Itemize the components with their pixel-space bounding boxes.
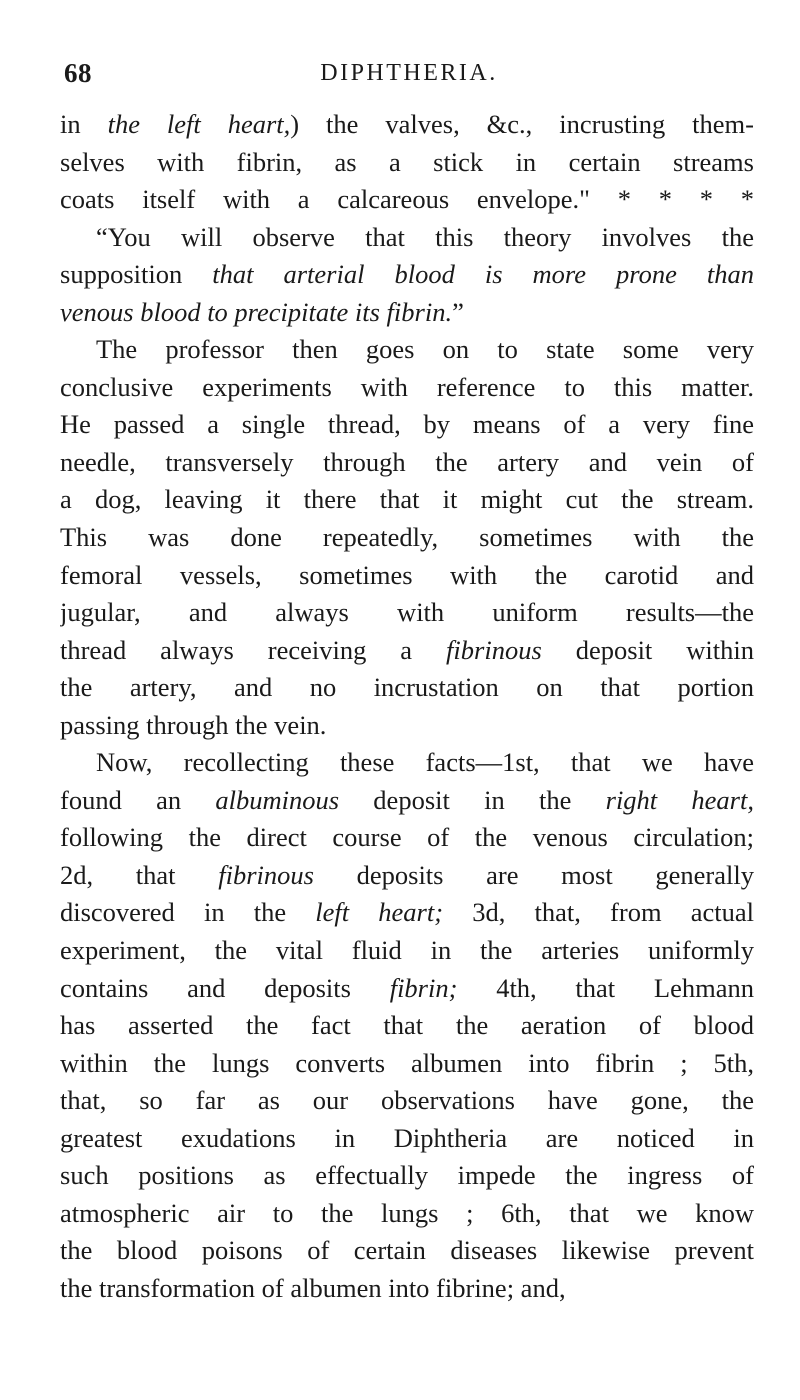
text-run: 3d, that, from actual [443, 897, 754, 928]
text-run: the artery, and no incrustation on that portion [60, 672, 754, 703]
italic-phrase: venous blood to precipitate its fibrin. [60, 296, 453, 327]
text-run: experiment, the vital fluid in the arteries uniformly [60, 935, 754, 966]
text-line [60, 369, 754, 407]
text-line [60, 1045, 754, 1083]
text-line [60, 256, 754, 294]
text-line [60, 707, 754, 745]
text-line [60, 1270, 754, 1308]
body-text [60, 106, 754, 1308]
italic-phrase: fibrinous [446, 634, 542, 665]
text-line [60, 481, 754, 519]
text-line [60, 331, 754, 369]
text-line [60, 181, 754, 219]
text-line [60, 1232, 754, 1270]
text-line [60, 1157, 754, 1195]
text-run: that, so far as our observations have gone, the [60, 1085, 754, 1116]
italic-phrase: right heart, [605, 784, 754, 815]
text-line [60, 669, 754, 707]
text-line [60, 632, 754, 670]
text-run: within the lungs converts albumen into fibrin ; 5th, [60, 1047, 754, 1078]
text-run: 2d, that [60, 859, 219, 890]
italic-phrase: left heart; [315, 897, 444, 928]
text-run: “You will observe that this theory involves the [96, 221, 754, 252]
text-line [60, 932, 754, 970]
text-line [60, 894, 754, 932]
text-line [60, 444, 754, 482]
text-run: a dog, leaving it there that it might cut the stream. [60, 484, 754, 515]
text-run: ” [452, 296, 464, 327]
text-line [60, 819, 754, 857]
text-line [60, 1195, 754, 1233]
text-run: ) the valves, &c., incrusting them- [290, 109, 754, 139]
text-run: deposit in the [339, 784, 606, 815]
text-run: selves with fibrin, as a stick in certain streams [60, 146, 754, 177]
text-line [60, 970, 754, 1008]
text-run: in [60, 109, 108, 139]
text-line [60, 519, 754, 557]
page-header [64, 58, 754, 98]
text-line [60, 1082, 754, 1120]
text-line [60, 144, 754, 182]
text-run: contains and deposits [60, 972, 390, 1003]
text-run: femoral vessels, sometimes with the carotid and [60, 559, 754, 590]
text-run: deposits are most generally [313, 859, 754, 890]
running-head: DIPHTHERIA. [320, 60, 498, 86]
text-run: the transformation of albumen into fibrine; and, [60, 1272, 566, 1303]
text-line [60, 1007, 754, 1045]
text-run: following the direct course of the venous circulation; [60, 822, 754, 853]
text-run: The professor then goes on to state some very [96, 334, 754, 365]
text-run: needle, transversely through the artery and vein of [60, 446, 754, 477]
text-line [60, 406, 754, 444]
italic-phrase: the left heart, [107, 109, 291, 139]
text-line [60, 857, 754, 895]
text-line [60, 294, 754, 332]
text-run: 4th, that Lehmann [457, 972, 754, 1003]
italic-phrase: fibrinous [218, 859, 314, 890]
italic-phrase: that arterial blood is more prone than [212, 259, 754, 290]
text-line [60, 106, 754, 144]
text-run: passing through the vein. [60, 709, 327, 740]
text-run: jugular, and always with uniform results—the [60, 597, 754, 628]
text-line [60, 219, 754, 257]
text-run: thread always receiving a [60, 634, 447, 665]
text-run: conclusive experiments with reference to this matter. [60, 371, 754, 402]
text-line [60, 557, 754, 595]
text-run: Now, recollecting these facts—1st, that we have [96, 747, 754, 778]
text-run: supposition [60, 259, 213, 290]
text-run: atmospheric air to the lungs ; 6th, that we know [60, 1197, 754, 1228]
page-number: 68 [64, 58, 92, 88]
text-run: the blood poisons of certain diseases likewise prevent [60, 1235, 754, 1266]
text-run: has asserted the fact that the aeration of blood [60, 1010, 754, 1041]
text-run: found an [60, 784, 216, 815]
text-run: discovered in the [60, 897, 316, 928]
text-run: greatest exudations in Diphtheria are noticed in [60, 1122, 754, 1153]
text-line [60, 782, 754, 820]
text-line [60, 1120, 754, 1158]
italic-phrase: albuminous [215, 784, 340, 815]
text-run: coats itself with a calcareous envelope." * * * * [60, 184, 754, 215]
text-line [60, 594, 754, 632]
text-run: He passed a single thread, by means of a very fine [60, 409, 754, 440]
text-run: such positions as effectually impede the ingress of [60, 1160, 754, 1191]
text-run: deposit within [541, 634, 754, 665]
text-run: This was done repeatedly, sometimes with the [60, 522, 754, 553]
italic-phrase: fibrin; [389, 972, 458, 1003]
text-line [60, 744, 754, 782]
